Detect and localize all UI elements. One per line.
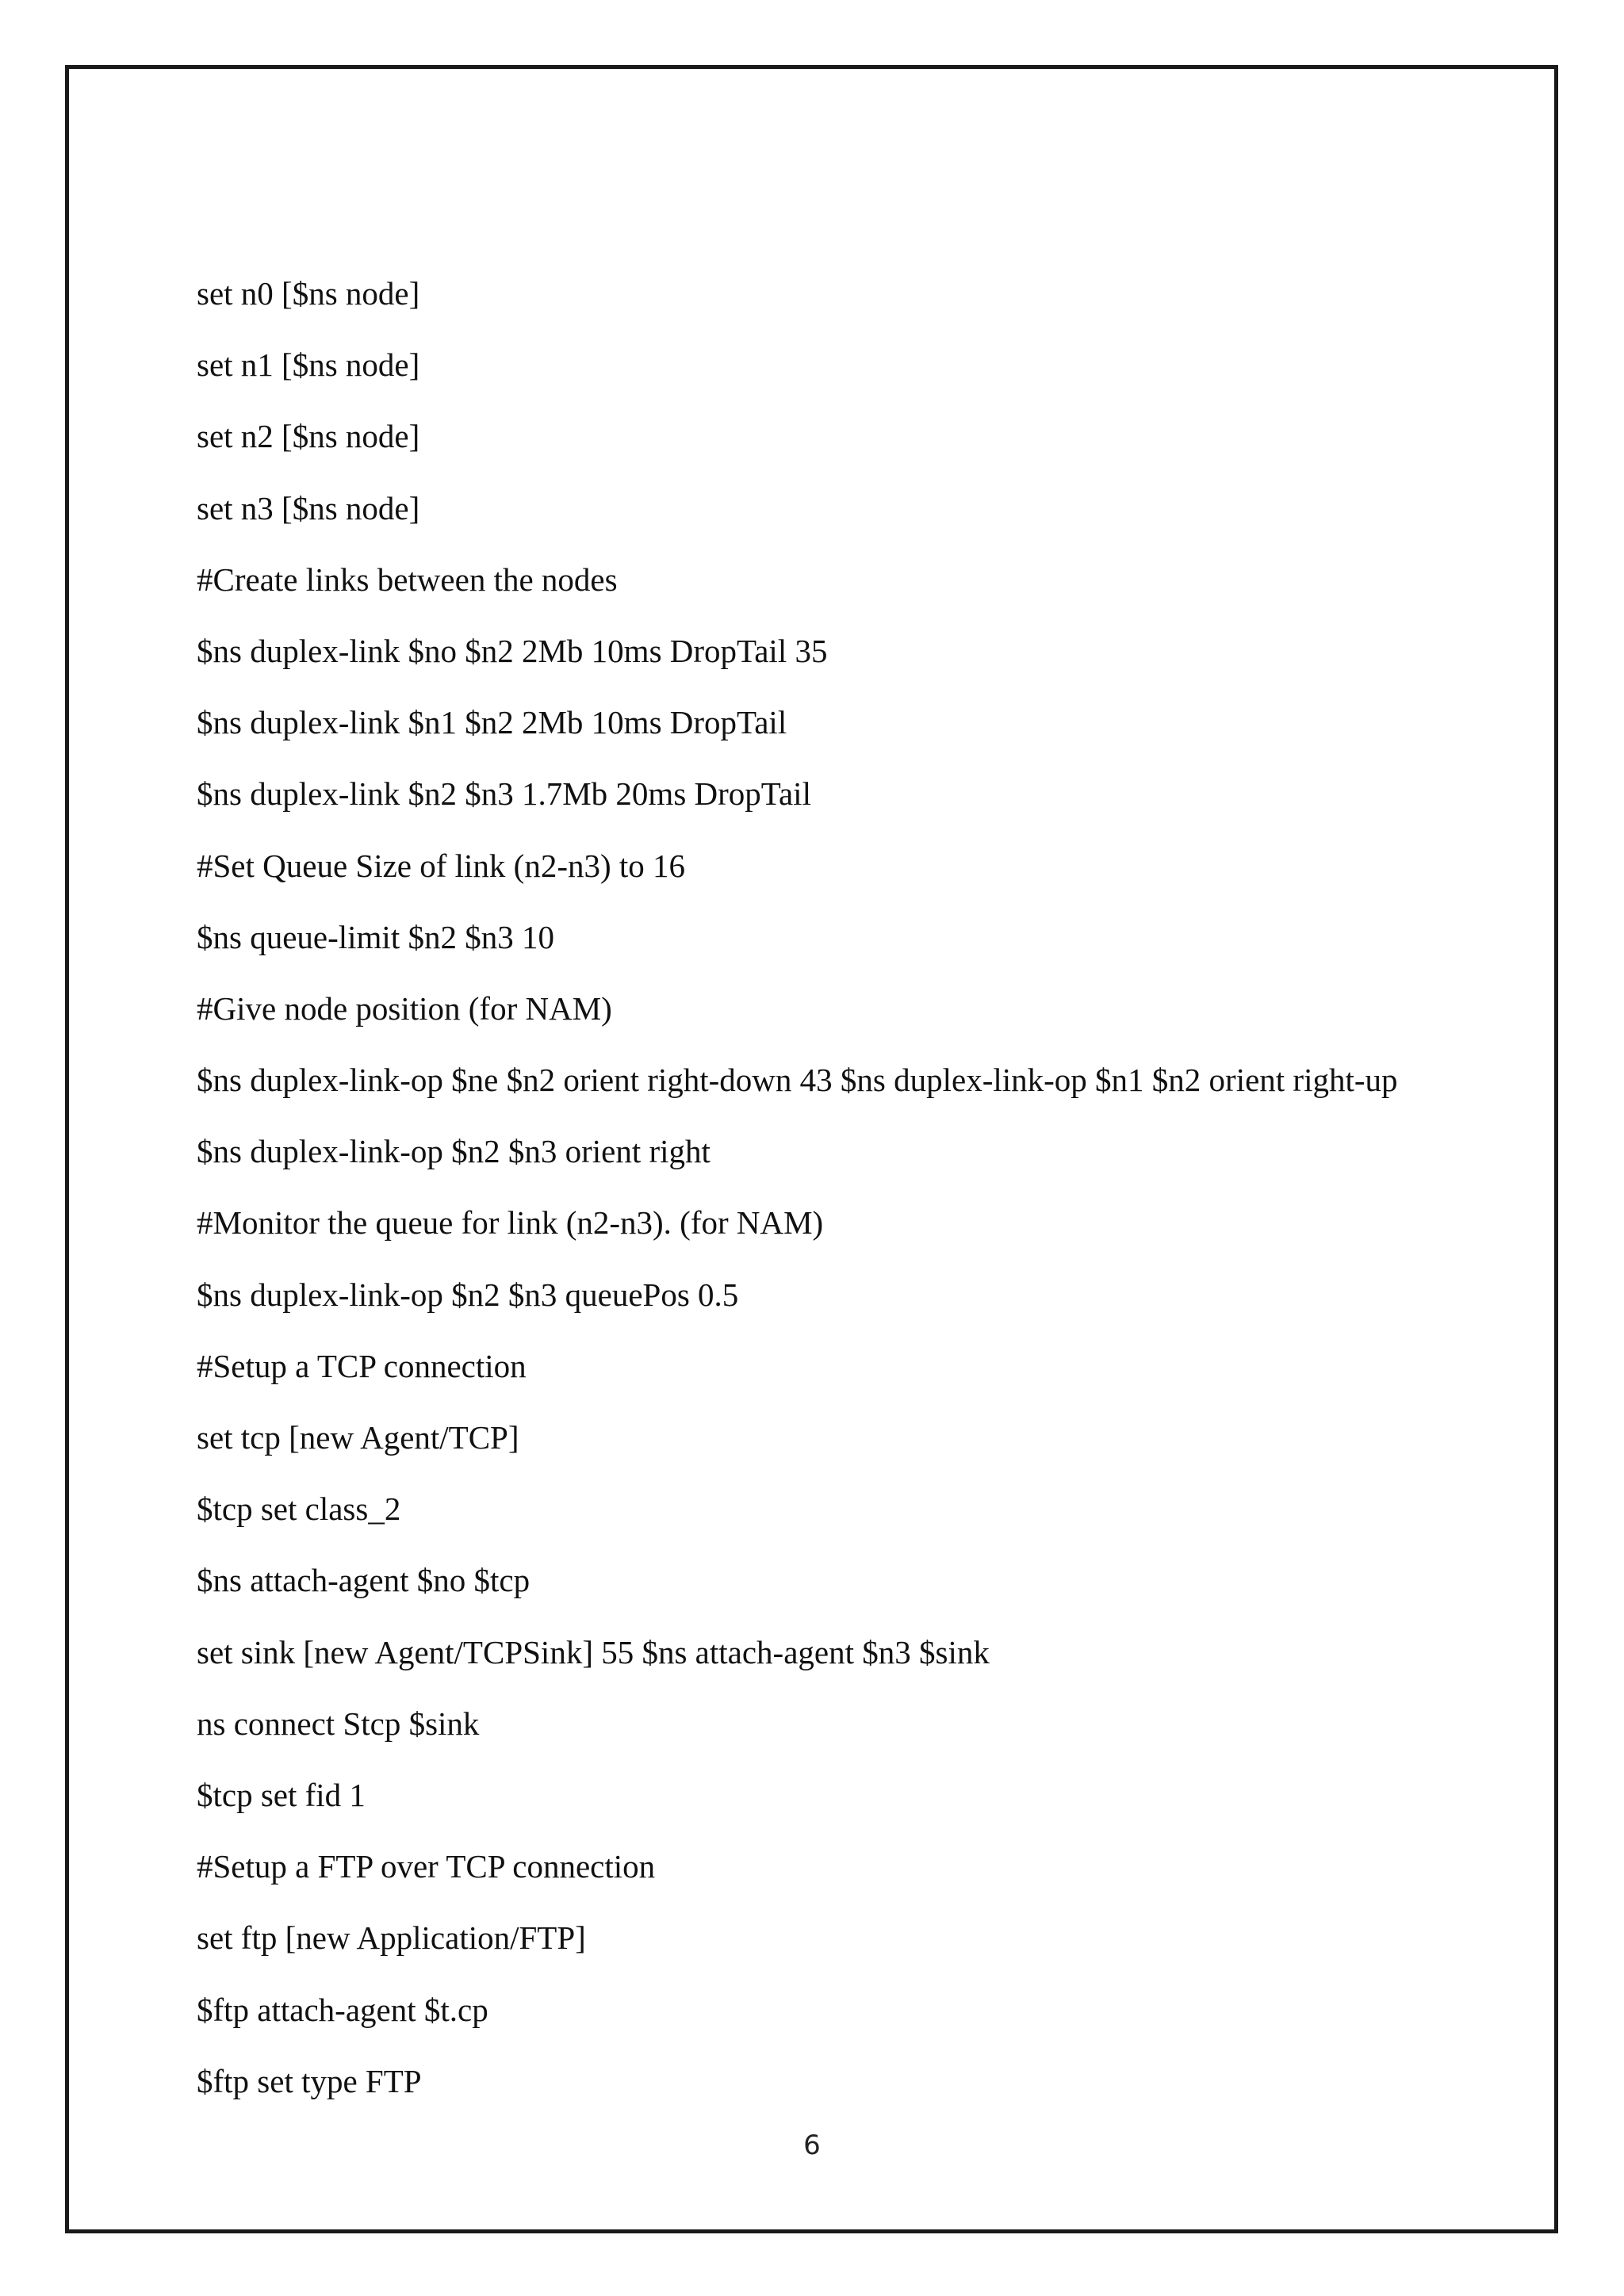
code-line: $ns duplex-link-op $ne $n2 orient right-down 43 $ns duplex-link-op $n1 $n2 orient right-up [197,1062,1398,1099]
code-line: $ns duplex-link $n1 $n2 2Mb 10ms DropTail [197,704,787,741]
code-line: $ftp attach-agent $t.cp [197,1991,488,2028]
code-line: $tcp set fid 1 [197,1776,366,1813]
code-comment-line: #Set Queue Size of link (n2-n3) to 16 [197,847,686,884]
code-comment-line: #Give node position (for NAM) [197,989,612,1027]
code-line: set n1 [$ns node] [197,346,420,384]
code-line: $ftp set type FTP [197,2062,422,2099]
code-line: set tcp [new Agent/TCP] [197,1419,519,1456]
code-line: $ns duplex-link $n2 $n3 1.7Mb 20ms DropTail [197,775,811,813]
code-comment-line: #Create links between the nodes [197,561,618,598]
code-line: ns connect Stcp $sink [197,1705,480,1742]
code-line: $ns duplex-link-op $n2 $n3 orient right [197,1133,710,1170]
code-line: set n3 [$ns node] [197,489,420,526]
code-line: set n0 [$ns node] [197,275,420,312]
code-line: set n2 [$ns node] [197,418,420,455]
code-line: $ns queue-limit $n2 $n3 10 [197,918,554,955]
code-comment-line: #Monitor the queue for link (n2-n3). (for NAM) [197,1204,824,1242]
code-line: $ns duplex-link-op $n2 $n3 queuePos 0.5 [197,1276,739,1313]
code-comment-line: #Setup a FTP over TCP connection [197,1848,656,1885]
code-line: $ns duplex-link $no $n2 2Mb 10ms DropTail 35 [197,632,828,669]
code-comment-line: #Setup a TCP connection [197,1347,527,1384]
code-line: set sink [new Agent/TCPSink] 55 $ns attach-agent $n3 $sink [197,1633,990,1670]
code-line: $tcp set class_2 [197,1490,401,1528]
page-number: 6 [803,2130,821,2161]
code-listing [197,270,1398,2129]
code-line: set ftp [new Application/FTP] [197,1919,586,1957]
code-line: $ns attach-agent $no $tcp [197,1562,530,1599]
